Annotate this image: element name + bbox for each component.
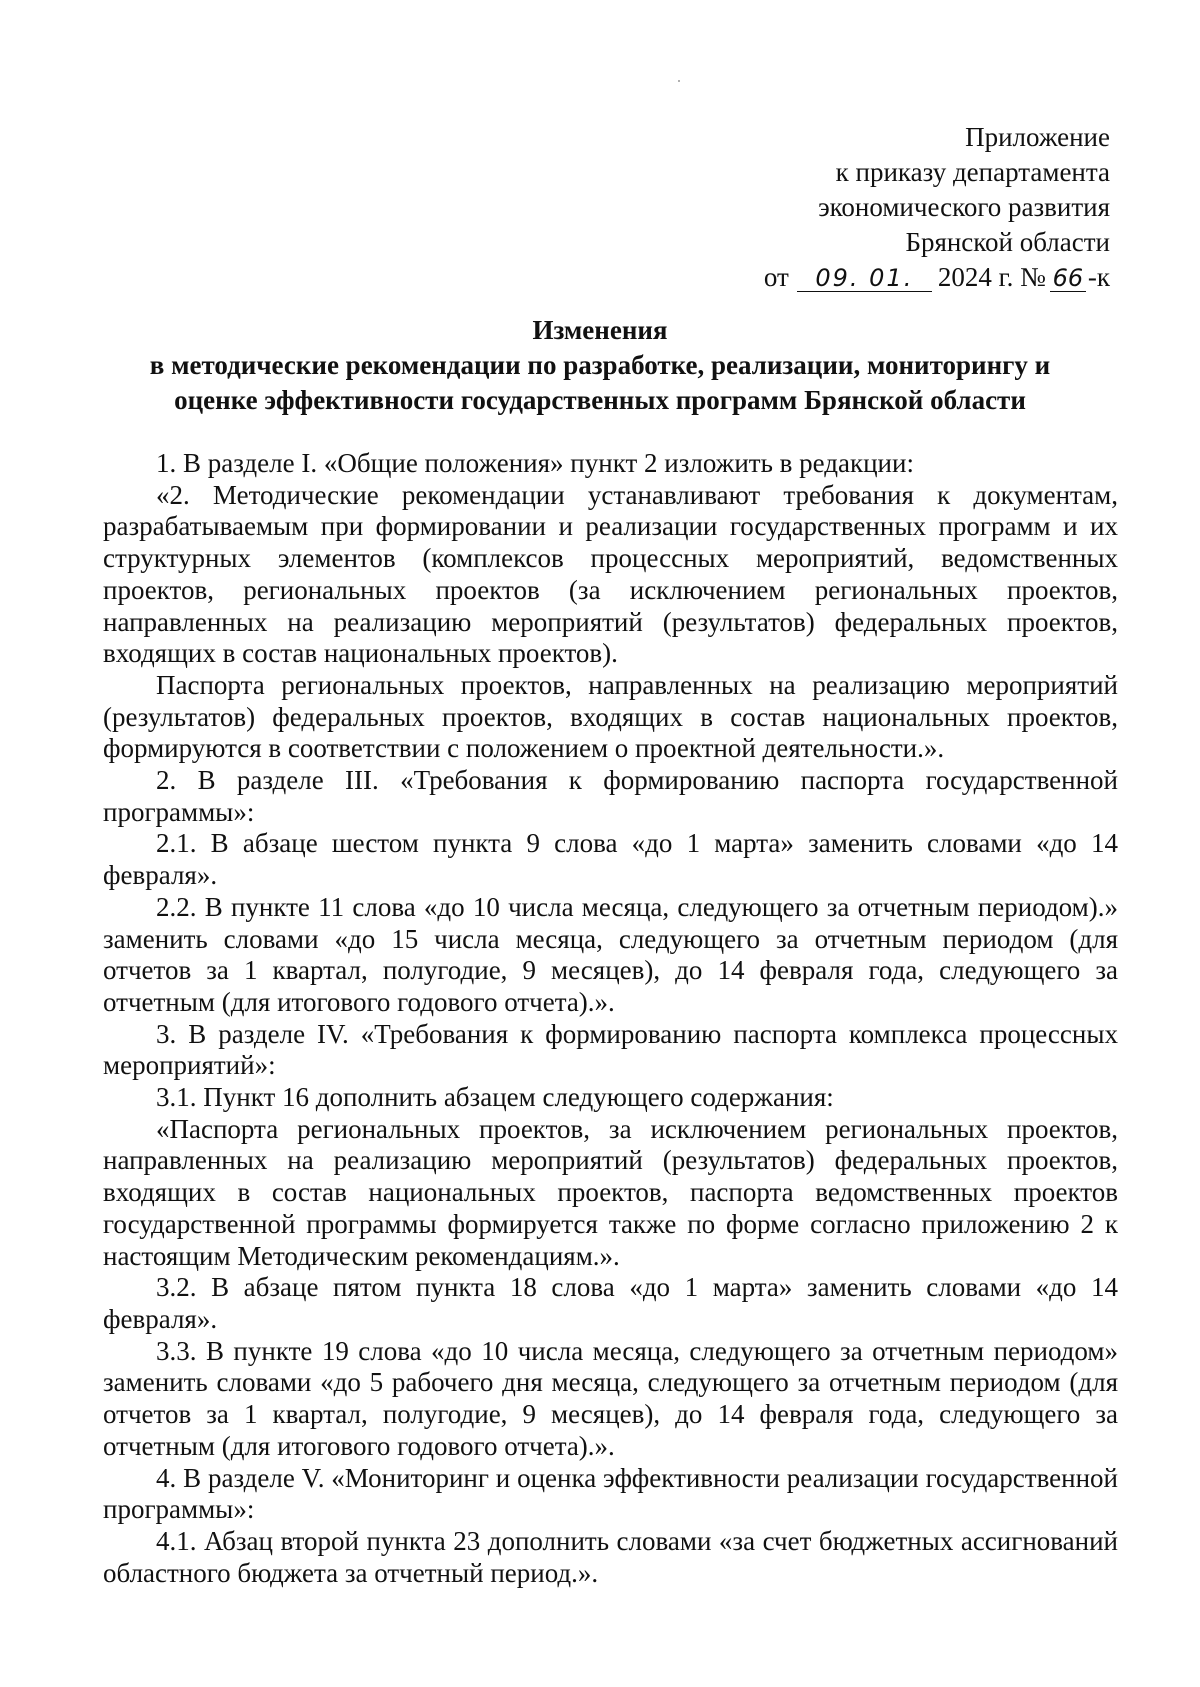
header-line-3: экономического развития xyxy=(818,192,1110,222)
paragraph: «2. Методические рекомендации устанавливают требования к документам, разрабатываемым при формировании и реализации государственных программ и их структурных элементов (комплексов процессных мероприятий, ведомственных проектов, региональных проектов (за исключением региональных проектов, направленных на реализацию мероприятий (результатов) федеральных проектов, входящих в состав национальных проектов). xyxy=(103,479,1118,669)
header-line-2: к приказу департамента xyxy=(835,157,1110,187)
number-suffix: -к xyxy=(1087,262,1110,292)
paragraph: «Паспорта региональных проектов, за исключением региональных проектов, направленных на реализацию мероприятий (результатов) федеральных проектов, входящих в состав национальных проектов, паспорта ведомственных проектов государственной программы формируется также по форме согласно приложению 2 к настоящим Методическим рекомендациям.». xyxy=(103,1113,1118,1271)
appendix-header xyxy=(764,120,1110,295)
paragraph: 2.1. В абзаце шестом пункта 9 слова «до 1 марта» заменить словами «до 14 февраля». xyxy=(103,828,1118,891)
handwritten-number: 66 xyxy=(1050,265,1086,292)
header-line-4: Брянской области xyxy=(905,227,1110,257)
date-prefix: от xyxy=(763,262,789,292)
paragraph: 3.1. Пункт 16 дополнить абзацем следующего содержания: xyxy=(156,1082,834,1113)
paragraph: 3.2. В абзаце пятом пункта 18 слова «до 1 марта» заменить словами «до 14 февраля». xyxy=(103,1272,1118,1334)
paragraph: 2. В разделе III. «Требования к формированию паспорта государственной программы»: xyxy=(103,765,1118,827)
header-date-line xyxy=(764,260,1110,295)
paragraph: 2.2. В пункте 11 слова «до 10 числа месяца, следующего за отчетным периодом).» заменить словами «до 15 числа месяца, следующего за отчетным периодом (для отчетов за 1 квартал, полугодие, 9 месяцев), до 14 февраля года, следующего за отчетным (для итогового годового отчета).». xyxy=(103,891,1118,1017)
paragraph: 3. В разделе IV. «Требования к формированию паспорта комплекса процессных мероприятий»: xyxy=(103,1018,1118,1081)
scan-speck xyxy=(678,80,680,82)
paragraph: 4. В разделе V. «Мониторинг и оценка эффективности реализации государственной программы»: xyxy=(103,1462,1118,1525)
document-title xyxy=(100,313,1100,418)
paragraph: 3.3. В пункте 19 слова «до 10 числа месяца, следующего за отчетным периодом» заменить словами «до 5 рабочего дня месяца, следующего за отчетным периодом (для отчетов за 1 квартал, полугодие, 9 месяцев), до 14 февраля года, следующего за отчетным (для итогового годового отчета).». xyxy=(103,1335,1118,1461)
header-line-1: Приложение xyxy=(965,122,1110,152)
paragraph: 4.1. Абзац второй пункта 23 дополнить словами «за счет бюджетных ассигнований областного бюджета за отчетный период.». xyxy=(103,1525,1118,1588)
year-text: 2024 г. № xyxy=(937,262,1046,292)
title-line-1: Изменения xyxy=(532,315,668,345)
handwritten-date: 09. 01. xyxy=(797,265,932,292)
document-body xyxy=(103,448,1118,1589)
title-line-3: оценке эффективности государственных программ Брянской области xyxy=(174,385,1026,415)
paragraph: Паспорта региональных проектов, направленных на реализацию мероприятий (результатов) федеральных проектов, входящих в состав национальных проектов, формируются в соответствии с положением о проектной деятельности.». xyxy=(103,669,1118,764)
title-line-2: в методические рекомендации по разработке, реализации, мониторингу и xyxy=(149,350,1051,380)
paragraph: 1. В разделе I. «Общие положения» пункт 2 изложить в редакции: xyxy=(156,448,914,478)
